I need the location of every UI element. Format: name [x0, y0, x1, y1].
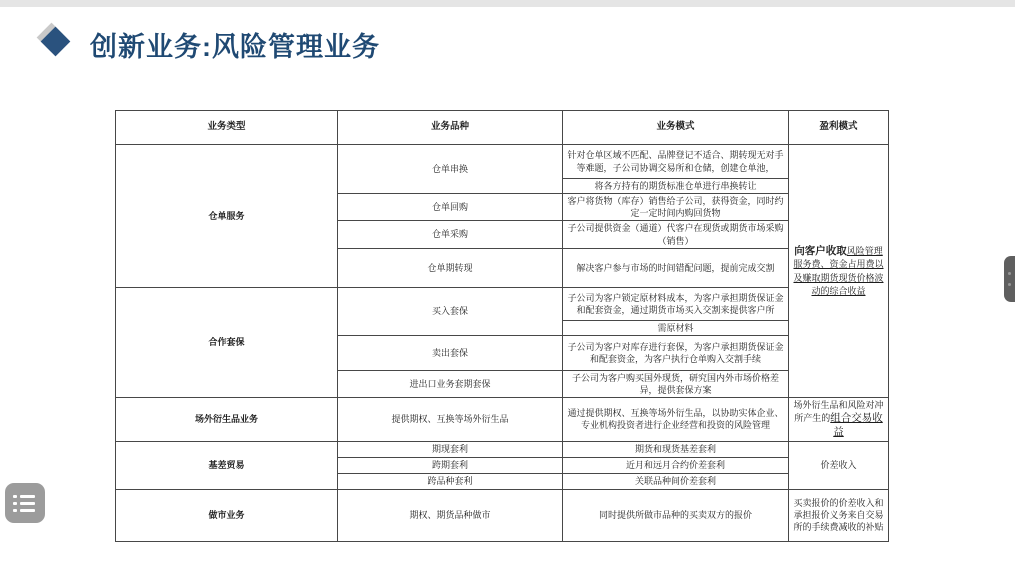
cell-variety-sell-hedge: 卖出套保: [338, 335, 563, 370]
diamond-icon: [36, 24, 76, 64]
cell-mode-receipt-efp: 解决客户参与市场的时间错配问题，提前完成交割: [563, 248, 789, 287]
cell-variety-market-making: 期权、期货品种做市: [338, 489, 563, 541]
cell-mode-buy-hedge-bottom: 需原材料: [563, 320, 789, 335]
cell-mode-receipt-swap-top: 针对仓单区域不匹配、品牌登记不适合、期转现无对手等难题，子公司协调交易所和仓储，创建仓单池，: [563, 145, 789, 179]
table-row: [116, 145, 889, 179]
cell-variety-receipt-purchase: 仓单采购: [338, 221, 563, 248]
cell-mode-receipt-purchase: 子公司提供资金（通道）代客户在现货或期货市场采购（销售）: [563, 221, 789, 248]
profit-text-plain: 场外衍生品和风险对冲所产生的: [793, 400, 884, 424]
cell-mode-market-making: 同时提供所做市品种的买卖双方的报价: [563, 489, 789, 541]
profit-text-underlined: 风险管理 服务费、资金占用费以及赚取期货现货价格波动的综合收益: [793, 247, 884, 297]
table-header-row: [116, 111, 889, 145]
cell-profit-basis-trade: 价差收入: [789, 441, 889, 489]
cell-mode-otc: 通过提供期权、互换等场外衍生品，以协助实体企业、专业机构投资者进行企业经营和投资的风险管理: [563, 398, 789, 441]
cell-type-warehouse-service: 仓单服务: [116, 145, 338, 288]
header-business-mode: 业务模式: [563, 111, 789, 145]
drag-handle-dots-icon: [1008, 272, 1011, 275]
table-row: [116, 287, 889, 320]
cell-type-coop-hedging: 合作套保: [116, 287, 338, 397]
cell-profit-otc: [789, 398, 889, 441]
cell-mode-buy-hedge-top: 子公司为客户锁定原材料成本，为客户承担期货保证金和配套资金，通过期货市场买入交割来提供客户所: [563, 287, 789, 320]
header-business-type: 业务类型: [116, 111, 338, 145]
cell-mode-calendar-arb: 近月和远月合约价差套利: [563, 457, 789, 473]
cell-mode-sell-hedge: 子公司为客户对库存进行套保，为客户承担期货保证金和配套资金，为客户执行仓单购入交割手续: [563, 335, 789, 370]
cell-variety-buy-hedge: 买入套保: [338, 287, 563, 335]
profit-text-plain: 向客户收取: [794, 245, 847, 258]
drag-handle[interactable]: [1004, 256, 1015, 302]
cell-type-otc-derivatives: 场外衍生品业务: [116, 398, 338, 441]
profit-text-underlined: 组合交易收益: [830, 412, 883, 439]
list-button[interactable]: [5, 483, 45, 523]
cell-variety-receipt-efp: 仓单期转现: [338, 248, 563, 287]
cell-type-basis-trade: 基差贸易: [116, 441, 338, 489]
cell-mode-receipt-repurchase: 客户将货物（库存）销售给子公司，获得资金，同时约定一定时间内购回货物: [563, 194, 789, 221]
cell-mode-spot-futures-arb: 期货和现货基差套利: [563, 441, 789, 457]
cell-variety-spot-futures-arb: 期现套利: [338, 441, 563, 457]
cell-mode-cross-commodity-arb: 关联品种间价差套利: [563, 473, 789, 489]
cell-variety-otc: 提供期权、互换等场外衍生品: [338, 398, 563, 441]
cell-type-market-making: 做市业务: [116, 489, 338, 541]
list-icon: [13, 495, 45, 498]
top-edge-strip: [0, 0, 1015, 7]
header-business-variety: 业务品种: [338, 111, 563, 145]
cell-profit-warehouse-coop: [789, 145, 889, 398]
header-profit-mode: 盈利模式: [789, 111, 889, 145]
table-row: [116, 441, 889, 457]
business-table: [115, 110, 889, 542]
list-icon: [13, 502, 45, 505]
cell-variety-calendar-arb: 跨期套利: [338, 457, 563, 473]
drag-handle-dots-icon: [1008, 283, 1011, 286]
page-title: 创新业务:风险管理业务: [90, 31, 380, 62]
cell-variety-receipt-swap: 仓单串换: [338, 145, 563, 194]
slide-title-row: [36, 24, 380, 64]
list-icon: [13, 509, 45, 512]
cell-variety-cross-commodity-arb: 跨品种套利: [338, 473, 563, 489]
table-row: [116, 398, 889, 441]
cell-mode-receipt-swap-bottom: 将各方持有的期货标准仓单进行串换转让: [563, 179, 789, 194]
cell-variety-receipt-repurchase: 仓单回购: [338, 194, 563, 221]
cell-profit-market-making: 买卖报价的价差收入和承担报价义务来自交易所的手续费减收的补贴: [789, 489, 889, 541]
table-row: [116, 489, 889, 541]
cell-mode-import-export-hedge: 子公司为客户购买国外现货，研究国内外市场价格差异，提供套保方案: [563, 370, 789, 397]
cell-variety-import-export-hedge: 进出口业务套期套保: [338, 370, 563, 397]
